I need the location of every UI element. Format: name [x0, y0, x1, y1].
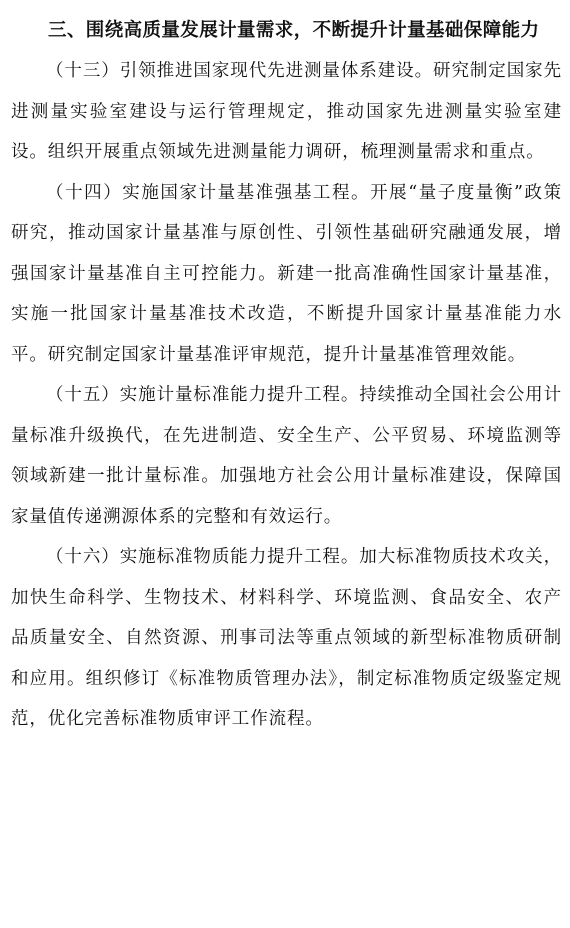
paragraph-13-lead: （十三）引领推进国家现代先进测量体系建设。	[46, 61, 434, 81]
paragraph-14-lead: （十四）实施国家计量基准强基工程。	[46, 182, 371, 203]
section-heading: 三、围绕高质量发展计量需求，不断提升计量基础保障能力	[48, 20, 540, 41]
paragraph-13-body: 研究制定国家先进测量实验室建设与运行管理规定，推动国家先进测量实验室建设。组织开展重点领域先进测量能力调研，梳理测量需求和重点。	[11, 61, 562, 162]
paragraph-14-body: 开展“量子度量衡”政策研究，推动国家计量基准与原创性、引领性基础研究融通发展，增强国家计量基准自主可控能力。新建一批高准确性国家计量基准，实施一批国家计量基准技术改造，不断提升国家计量基准能力水平。研究制定国家计量基准评审规范，提升计量基准管理效能。	[11, 182, 562, 365]
paragraph-16-body: 加大标准物质技术攻关，加快生命科学、生物技术、材料科学、环境监测、食品安全、农产品质量安全、自然资源、刑事司法等重点领域的新型标准物质研制和应用。组织修订《标准物质管理办法》，制定标准物质定级鉴定规范，优化完善标准物质审评工作流程。	[11, 547, 562, 729]
paragraph-15	[11, 375, 562, 537]
paragraph-15-lead: （十五）实施计量标准能力提升工程。	[46, 385, 360, 405]
paragraph-13	[11, 51, 562, 173]
paragraph-16-lead: （十六）实施标准物质能力提升工程。	[46, 547, 360, 567]
paragraph-14	[11, 173, 562, 376]
paragraph-16	[11, 537, 562, 740]
paragraph-15-body: 持续推动全国社会公用计量标准升级换代，在先进制造、安全生产、公平贸易、环境监测等领域新建一批计量标准。加强地方社会公用计量标准建设，保障国家量值传递溯源体系的完整和有效运行。	[11, 385, 562, 527]
